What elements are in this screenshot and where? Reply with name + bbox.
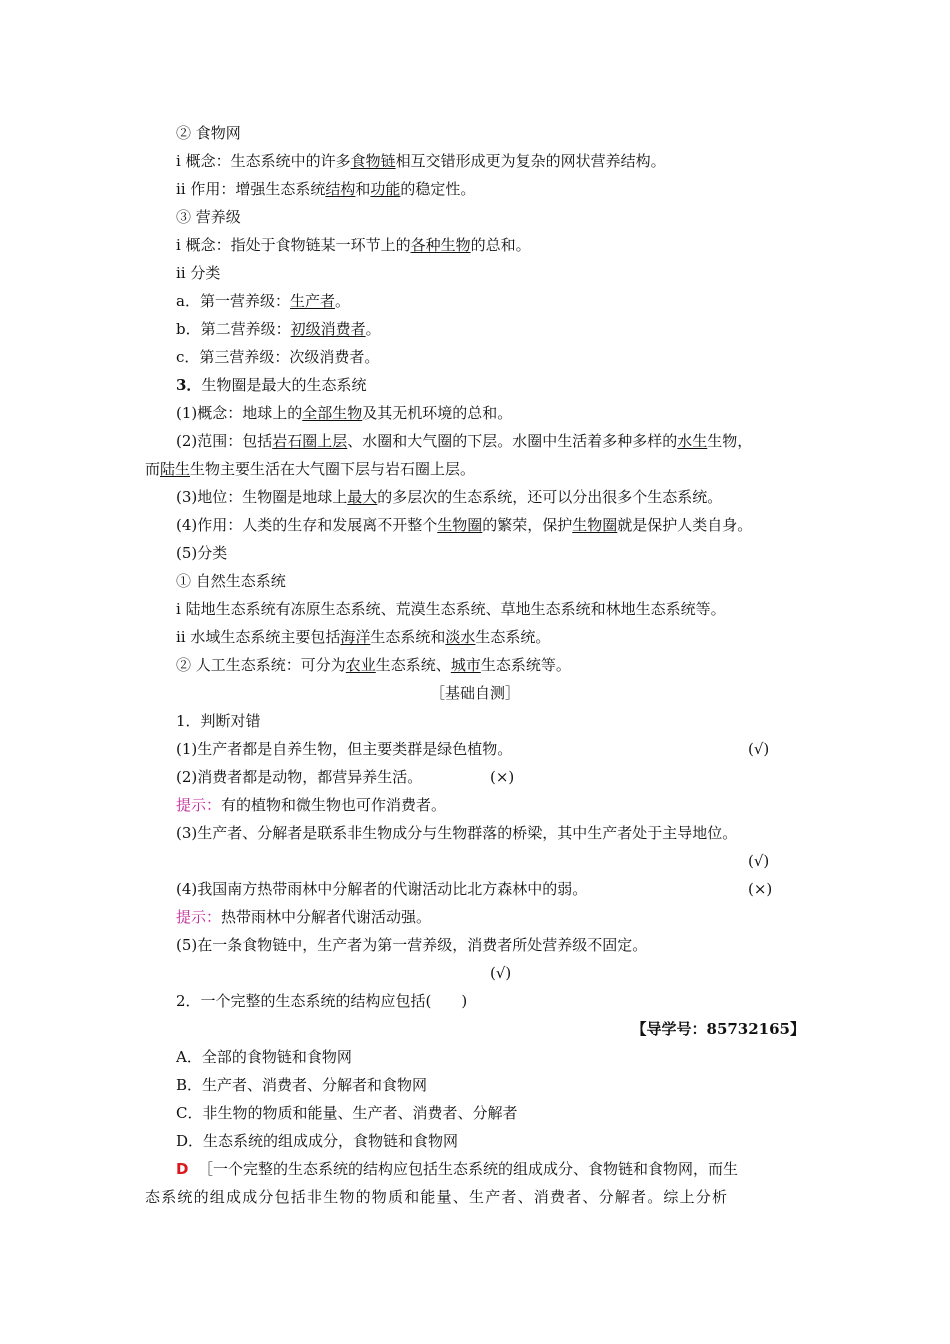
guide-number: 【导学号：85732165】	[631, 1020, 805, 1038]
option-c: C．非生物的物质和能量、生产者、消费者、分解者	[176, 1104, 518, 1122]
biosphere-classify: (5)分类	[176, 544, 228, 562]
hint-2: 提示：热带雨林中分解者代谢活动强。	[176, 908, 432, 926]
q1-item-2: (2)消费者都是动物，都营异养生活。	[176, 768, 423, 786]
option-a: A．全部的食物链和食物网	[176, 1048, 352, 1066]
q2-heading: 2．一个完整的生态系统的结构应包括( )	[176, 992, 468, 1010]
q1-item-3: (3)生产者、分解者是联系非生物成分与生物群落的桥梁，其中生产者处于主导地位。	[176, 824, 738, 842]
option-b: B．生产者、消费者、分解者和食物网	[176, 1076, 428, 1094]
q1-heading: 1．判断对错	[176, 712, 261, 730]
food-web-concept: ⅰ 概念：生态系统中的许多食物链相互交错形成更为复杂的网状营养结构。	[176, 152, 666, 170]
answer-letter: D	[176, 1160, 189, 1178]
biosphere-range-2: 而陆生生物主要生活在大气圈下层与岩石圈上层。	[145, 460, 476, 478]
trophic-level-c: c．第三营养级：次级消费者。	[176, 348, 380, 366]
land-ecosystem: ⅰ 陆地生态系统有冻原生态系统、荒漠生态系统、草地生态系统和林地生态系统等。	[176, 600, 726, 618]
trophic-classify: ⅱ 分类	[176, 264, 221, 282]
q1-item-4: (4)我国南方热带雨林中分解者的代谢活动比北方森林中的弱。	[176, 880, 588, 898]
artificial-ecosystem: ② 人工生态系统：可分为农业生态系统、城市生态系统等。	[176, 656, 571, 674]
q1-item-4-mark: (×)	[748, 880, 773, 898]
option-d: D．生态系统的组成成分，食物链和食物网	[176, 1132, 459, 1150]
q1-item-1: (1)生产者都是自养生物，但主要类群是绿色植物。	[176, 740, 513, 758]
trophic-level-a: a．第一营养级：生产者。	[176, 292, 350, 310]
natural-ecosystem-heading: ① 自然生态系统	[176, 572, 286, 590]
answer-explanation-2: 态系统的组成成分包括非生物的物质和能量、生产者、消费者、分解者。综上分析	[145, 1188, 729, 1206]
self-test-title: ［基础自测］	[429, 684, 520, 702]
hint-1: 提示：有的植物和微生物也可作消费者。	[176, 796, 447, 814]
q1-item-5: (5)在一条食物链中，生产者为第一营养级，消费者所处营养级不固定。	[176, 936, 648, 954]
q1-item-3-mark: (√)	[748, 852, 770, 870]
food-web-heading: ② 食物网	[176, 124, 241, 142]
trophic-concept: ⅰ 概念：指处于食物链某一环节上的各种生物的总和。	[176, 236, 531, 254]
q1-item-2-mark: (×)	[490, 768, 515, 786]
water-ecosystem: ⅱ 水域生态系统主要包括海洋生态系统和淡水生态系统。	[176, 628, 551, 646]
trophic-heading: ③ 营养级	[176, 208, 241, 226]
trophic-level-b: b．第二营养级：初级消费者。	[176, 320, 381, 338]
biosphere-status: (3)地位：生物圈是地球上最大的多层次的生态系统，还可以分出很多个生态系统。	[176, 488, 723, 506]
biosphere-heading: 3．生物圈是最大的生态系统	[176, 376, 367, 394]
q1-item-5-mark: (√)	[490, 964, 512, 982]
biosphere-range-1: (2)范围：包括岩石圈上层、水圈和大气圈的下层。水圈中生活着多种多样的水生生物，	[176, 432, 753, 450]
biosphere-role: (4)作用：人类的生存和发展离不开整个生物圈的繁荣，保护生物圈就是保护人类自身。	[176, 516, 753, 534]
answer-explanation-1: D ［一个完整的生态系统的结构应包括生态系统的组成成分、食物链和食物网，而生	[176, 1160, 739, 1178]
biosphere-concept: (1)概念：地球上的全部生物及其无机环境的总和。	[176, 404, 513, 422]
q1-item-1-mark: (√)	[748, 740, 770, 758]
food-web-role: ⅱ 作用：增强生态系统结构和功能的稳定性。	[176, 180, 476, 198]
